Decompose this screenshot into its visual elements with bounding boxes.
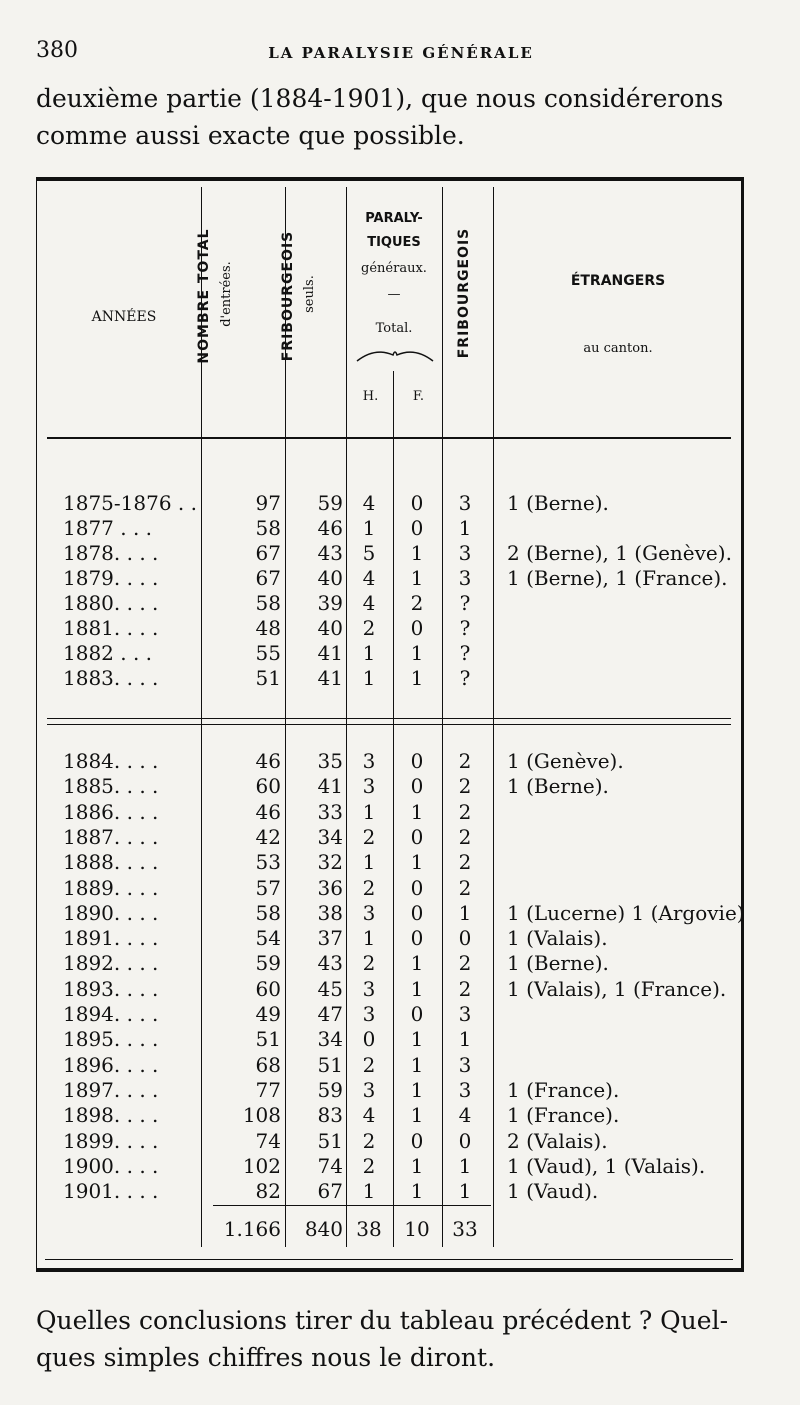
- cell-h: 4: [362, 566, 376, 590]
- totals-frib: 840: [304, 1217, 343, 1241]
- header-annees: ANNÉES: [91, 309, 157, 325]
- cell-total: 49: [255, 1002, 281, 1026]
- cell-year: 1892. . . .: [63, 951, 159, 976]
- cell-etr: [507, 876, 747, 901]
- cell-etr: 1 (Valais).: [507, 926, 608, 951]
- cell-h: 2: [362, 1052, 376, 1077]
- cell-frib2: ?: [459, 616, 471, 640]
- cell-frib2: ?: [459, 666, 471, 690]
- table-row: [37, 774, 741, 799]
- cell-frib: 41: [317, 666, 343, 690]
- bottom-rule: [45, 1259, 733, 1260]
- cell-year: 1890. . . .: [63, 900, 159, 925]
- cell-f: 1: [410, 541, 424, 565]
- table-row: [37, 977, 741, 1002]
- cell-h: 1: [362, 799, 376, 824]
- cell-frib: 43: [317, 951, 343, 976]
- cell-h: 2: [362, 616, 376, 640]
- cell-frib2: 2: [458, 824, 472, 849]
- cell-frib: 39: [317, 591, 343, 615]
- intro-line-2: comme aussi exacte que possible.: [36, 121, 465, 150]
- cell-f: 1: [410, 850, 424, 875]
- statistics-table: [36, 177, 744, 1272]
- running-title: LA PARALYSIE GÉNÉRALE: [268, 44, 534, 62]
- header-paraly-line1: PARALY-: [365, 211, 423, 226]
- cell-total: 54: [255, 926, 281, 951]
- header-paraly-total: Total.: [375, 321, 413, 336]
- cell-h: 4: [362, 491, 376, 515]
- cell-frib2: 2: [458, 749, 472, 773]
- cell-frib2: 2: [458, 799, 472, 824]
- table-row: [37, 1179, 741, 1204]
- cell-f: 1: [410, 976, 424, 1001]
- cell-frib2: 2: [458, 976, 472, 1001]
- cell-etr: [507, 616, 747, 641]
- cell-f: 0: [410, 1002, 424, 1026]
- header-frib-line2: seuls.: [302, 275, 317, 313]
- table-row: [37, 666, 741, 691]
- cell-year: 1898. . . .: [63, 1103, 159, 1128]
- cell-total: 46: [255, 799, 281, 824]
- table-row: [37, 641, 741, 666]
- cell-year: 1875-1876 . .: [63, 491, 197, 515]
- cell-etr: 2 (Valais).: [507, 1128, 608, 1153]
- cell-total: 108: [242, 1103, 281, 1128]
- cell-etr: [507, 1002, 747, 1027]
- cell-f: 1: [410, 951, 424, 976]
- cell-year: 1900. . . .: [63, 1153, 159, 1178]
- totals-rule: [213, 1205, 491, 1206]
- cell-h: 2: [362, 1128, 376, 1153]
- cell-year: 1878. . . .: [63, 541, 159, 565]
- cell-h: 0: [362, 1027, 376, 1052]
- cell-total: 97: [255, 491, 281, 515]
- cell-etr: [507, 641, 747, 666]
- cell-year: 1877 . . .: [63, 516, 153, 540]
- cell-total: 51: [255, 666, 281, 690]
- cell-etr: [507, 1027, 747, 1052]
- cell-frib2: 3: [458, 491, 472, 515]
- cell-frib: 35: [317, 749, 343, 773]
- cell-h: 3: [362, 749, 376, 773]
- cell-etr: 1 (France).: [507, 1077, 620, 1102]
- cell-f: 1: [410, 1052, 424, 1077]
- cell-h: 1: [362, 641, 376, 665]
- cell-f: 2: [410, 591, 424, 615]
- cell-year: 1901. . . .: [63, 1179, 159, 1204]
- cell-h: 3: [362, 1077, 376, 1102]
- cell-frib2: 1: [458, 1179, 472, 1204]
- table-row: [37, 541, 741, 566]
- cell-frib2: 0: [458, 926, 472, 951]
- cell-etr: [507, 666, 747, 691]
- cell-f: 1: [410, 641, 424, 665]
- cell-h: 2: [362, 875, 376, 900]
- cell-etr: 1 (Genève).: [507, 749, 624, 773]
- table-row: [37, 1154, 741, 1179]
- cell-frib2: 2: [458, 850, 472, 875]
- cell-frib2: 2: [458, 875, 472, 900]
- header-etr-line1: ÉTRANGERS: [570, 273, 666, 289]
- cell-frib: 37: [317, 926, 343, 951]
- header-paraly-line3: généraux.: [361, 261, 427, 276]
- outro-line-1: Quelles conclusions tirer du tableau précédent ? Quel-: [36, 1306, 729, 1335]
- cell-year: 1880. . . .: [63, 591, 159, 615]
- cell-total: 51: [255, 1027, 281, 1052]
- cell-f: 1: [410, 1077, 424, 1102]
- cell-year: 1888. . . .: [63, 850, 159, 875]
- totals-row: [37, 1217, 741, 1242]
- header-f: F.: [412, 389, 425, 404]
- cell-total: 58: [255, 591, 281, 615]
- cell-year: 1887. . . .: [63, 824, 159, 849]
- cell-total: 68: [255, 1052, 281, 1077]
- cell-f: 1: [410, 666, 424, 690]
- table-row: [37, 1129, 741, 1154]
- cell-h: 1: [362, 850, 376, 875]
- totals-h: 38: [356, 1217, 382, 1241]
- cell-year: 1882 . . .: [63, 641, 153, 665]
- table-row: [37, 1002, 741, 1027]
- cell-frib2: 2: [458, 774, 472, 799]
- table-row: [37, 591, 741, 616]
- cell-f: 1: [410, 799, 424, 824]
- cell-total: 67: [255, 566, 281, 590]
- cell-h: 2: [362, 824, 376, 849]
- cell-total: 59: [255, 951, 281, 976]
- totals-f: 10: [404, 1217, 430, 1241]
- cell-etr: 1 (Valais), 1 (France).: [507, 976, 727, 1001]
- cell-frib: 67: [317, 1179, 343, 1204]
- cell-frib: 38: [317, 900, 343, 925]
- cell-frib2: 3: [458, 1052, 472, 1077]
- cell-frib: 59: [317, 1077, 343, 1102]
- table-row: [37, 926, 741, 951]
- cell-total: 57: [255, 875, 281, 900]
- cell-frib: 41: [317, 641, 343, 665]
- cell-f: 0: [410, 491, 424, 515]
- cell-year: 1886. . . .: [63, 799, 159, 824]
- cell-etr: 1 (Vaud), 1 (Valais).: [507, 1153, 706, 1178]
- page-header: [36, 38, 766, 68]
- cell-etr: [507, 850, 747, 875]
- cell-total: 53: [255, 850, 281, 875]
- cell-year: 1884. . . .: [63, 749, 159, 773]
- cell-year: 1894. . . .: [63, 1002, 159, 1026]
- outro-paragraph: [36, 1302, 766, 1376]
- cell-year: 1895. . . .: [63, 1027, 159, 1052]
- table-row: [37, 800, 741, 825]
- cell-etr: 1 (Berne).: [507, 491, 609, 515]
- cell-frib: 51: [317, 1128, 343, 1153]
- cell-f: 0: [410, 749, 424, 773]
- cell-total: 77: [255, 1077, 281, 1102]
- cell-etr: 2 (Berne), 1 (Genève).: [507, 541, 732, 565]
- table-row: [37, 749, 741, 774]
- cell-h: 4: [362, 1103, 376, 1128]
- cell-year: 1891. . . .: [63, 926, 159, 951]
- cell-frib: 34: [317, 824, 343, 849]
- cell-frib2: 4: [458, 1103, 472, 1128]
- cell-h: 1: [362, 1179, 376, 1204]
- header-h: H.: [362, 389, 379, 404]
- cell-etr: 1 (Vaud).: [507, 1179, 599, 1204]
- cell-etr: 1 (Berne).: [507, 774, 609, 799]
- cell-frib2: 1: [458, 1153, 472, 1178]
- table-row: [37, 876, 741, 901]
- cell-h: 2: [362, 951, 376, 976]
- cell-f: 0: [410, 1128, 424, 1153]
- cell-frib2: 1: [458, 900, 472, 925]
- cell-total: 48: [255, 616, 281, 640]
- cell-frib2: 0: [458, 1128, 472, 1153]
- cell-frib2: 3: [458, 1002, 472, 1026]
- cell-year: 1893. . . .: [63, 976, 159, 1001]
- cell-year: 1896. . . .: [63, 1052, 159, 1077]
- intro-line-1: deuxième partie (1884-1901), que nous considérerons: [36, 84, 724, 113]
- cell-frib: 34: [317, 1027, 343, 1052]
- cell-total: 58: [255, 516, 281, 540]
- cell-frib: 36: [317, 875, 343, 900]
- cell-frib: 51: [317, 1052, 343, 1077]
- table-row: [37, 491, 741, 516]
- cell-h: 3: [362, 774, 376, 799]
- header-rule: [47, 437, 731, 439]
- table-row: [37, 951, 741, 976]
- table-row: [37, 516, 741, 541]
- cell-year: 1879. . . .: [63, 566, 159, 590]
- cell-year: 1899. . . .: [63, 1128, 159, 1153]
- brace-icon: [355, 345, 435, 363]
- cell-f: 0: [410, 616, 424, 640]
- cell-total: 67: [255, 541, 281, 565]
- cell-frib2: 3: [458, 1077, 472, 1102]
- table-row: [37, 1053, 741, 1078]
- table-row: [37, 900, 745, 926]
- table-row: [37, 566, 741, 591]
- cell-year: 1885. . . .: [63, 774, 159, 799]
- cell-etr: 1 (Berne).: [507, 951, 609, 976]
- cell-frib2: 1: [458, 1027, 472, 1052]
- cell-frib: 74: [317, 1153, 343, 1178]
- cell-frib: 43: [317, 541, 343, 565]
- cell-f: 0: [410, 875, 424, 900]
- table-row: [37, 825, 741, 850]
- cell-total: 74: [255, 1128, 281, 1153]
- header-paraly-dash: —: [387, 287, 401, 302]
- cell-f: 0: [410, 900, 424, 925]
- cell-h: 1: [362, 926, 376, 951]
- cell-year: 1883. . . .: [63, 666, 159, 690]
- cell-frib: 33: [317, 799, 343, 824]
- cell-h: 3: [362, 976, 376, 1001]
- cell-frib: 46: [317, 516, 343, 540]
- cell-f: 0: [410, 774, 424, 799]
- cell-f: 0: [410, 516, 424, 540]
- header-frib-line1: FRIBOURGEOIS: [280, 230, 296, 362]
- cell-h: 3: [362, 1002, 376, 1026]
- cell-h: 1: [362, 666, 376, 690]
- cell-f: 1: [410, 1179, 424, 1204]
- cell-f: 1: [410, 1153, 424, 1178]
- table-row: [37, 616, 741, 641]
- header-paraly-line2: TIQUES: [367, 235, 421, 250]
- cell-h: 2: [362, 1153, 376, 1178]
- table-row: [37, 1027, 741, 1052]
- cell-frib: 40: [317, 566, 343, 590]
- cell-etr: 1 (Lucerne) 1 (Argovie): [507, 900, 745, 925]
- cell-frib: 40: [317, 616, 343, 640]
- cell-h: 5: [362, 541, 376, 565]
- cell-frib: 32: [317, 850, 343, 875]
- cell-year: 1881. . . .: [63, 616, 159, 640]
- cell-total: 82: [255, 1179, 281, 1204]
- totals-frib2: 33: [452, 1217, 478, 1241]
- outro-line-2: ques simples chiffres nous le diront.: [36, 1343, 496, 1372]
- cell-etr: 1 (Berne), 1 (France).: [507, 566, 728, 590]
- intro-paragraph: [36, 80, 766, 154]
- cell-frib2: ?: [459, 591, 471, 615]
- cell-f: 1: [410, 566, 424, 590]
- cell-h: 3: [362, 900, 376, 925]
- page-number: 380: [36, 38, 78, 63]
- cell-etr: 1 (France).: [507, 1103, 620, 1128]
- cell-frib2: 3: [458, 541, 472, 565]
- cell-year: 1889. . . .: [63, 875, 159, 900]
- cell-etr: [507, 800, 747, 825]
- header-frib2: FRIBOURGEOIS: [456, 227, 472, 359]
- cell-frib: 45: [317, 976, 343, 1001]
- totals-total: 1.166: [223, 1217, 281, 1241]
- cell-frib2: 1: [458, 516, 472, 540]
- cell-f: 0: [410, 824, 424, 849]
- cell-h: 4: [362, 591, 376, 615]
- cell-total: 58: [255, 900, 281, 925]
- cell-frib: 59: [317, 491, 343, 515]
- header-total-line1: NOMBRE TOTAL: [196, 228, 212, 364]
- cell-total: 42: [255, 824, 281, 849]
- cell-etr: [507, 1053, 747, 1078]
- table-row: [37, 850, 741, 875]
- cell-f: 1: [410, 1103, 424, 1128]
- cell-frib: 41: [317, 774, 343, 799]
- table-row: [37, 1078, 741, 1103]
- cell-f: 1: [410, 1027, 424, 1052]
- cell-frib2: ?: [459, 641, 471, 665]
- cell-total: 55: [255, 641, 281, 665]
- cell-frib2: 3: [458, 566, 472, 590]
- cell-total: 46: [255, 749, 281, 773]
- cell-etr: [507, 516, 747, 541]
- separator-rule-bottom: [47, 724, 731, 725]
- cell-f: 0: [410, 926, 424, 951]
- cell-etr: [507, 825, 747, 850]
- cell-h: 1: [362, 516, 376, 540]
- separator-rule-top: [47, 718, 731, 719]
- cell-total: 60: [255, 976, 281, 1001]
- cell-total: 60: [255, 774, 281, 799]
- cell-frib: 83: [317, 1103, 343, 1128]
- cell-frib: 47: [317, 1002, 343, 1026]
- cell-year: 1897. . . .: [63, 1077, 159, 1102]
- header-total-line2: d'entrées.: [219, 261, 234, 327]
- cell-frib2: 2: [458, 951, 472, 976]
- table-row: [37, 1103, 741, 1128]
- cell-total: 102: [242, 1153, 281, 1178]
- header-etr-line2: au canton.: [583, 341, 653, 356]
- cell-etr: [507, 591, 747, 616]
